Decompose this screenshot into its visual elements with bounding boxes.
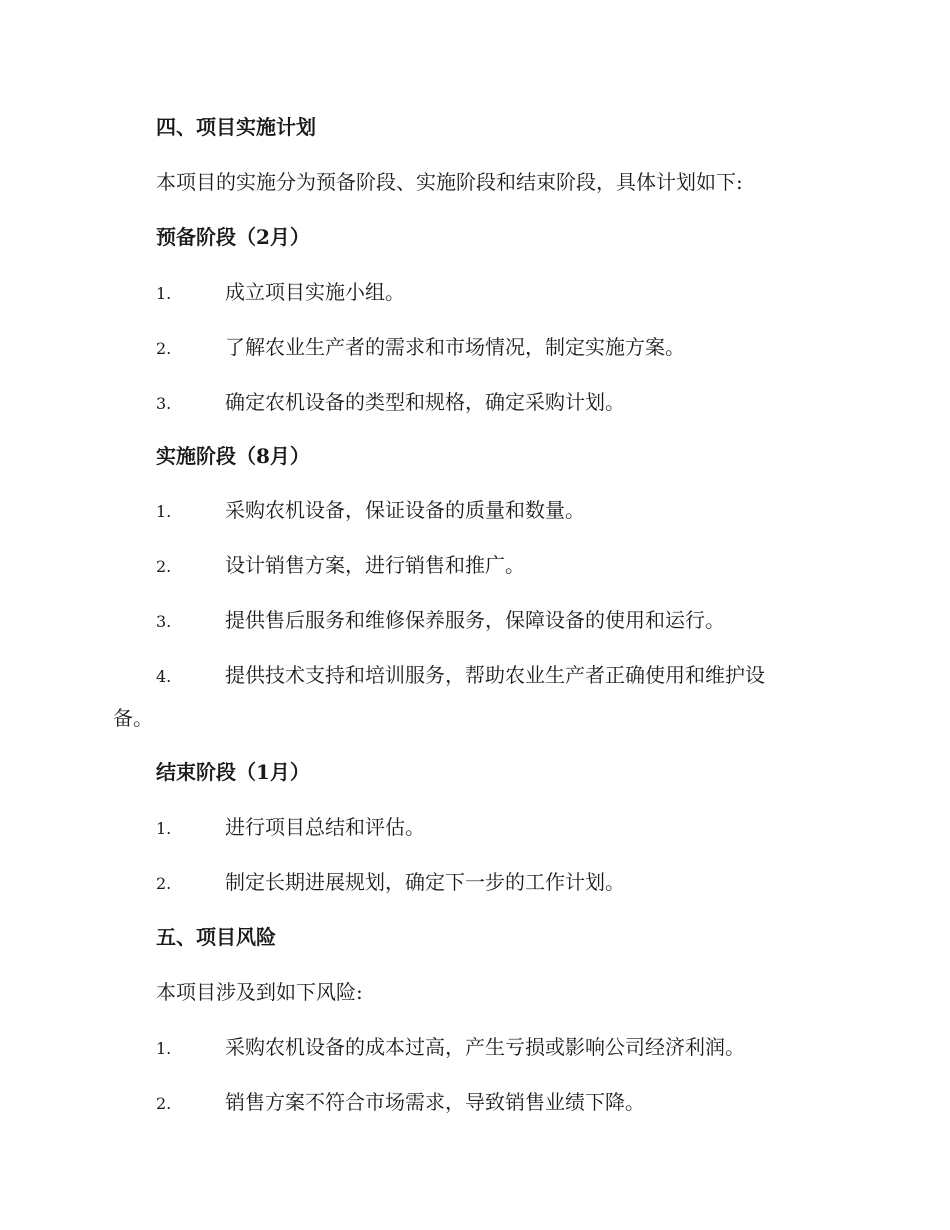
list-item-number: 1. bbox=[156, 819, 172, 838]
phase-heading-impl: 实施阶段（8月） bbox=[156, 444, 310, 468]
list-item-number: 2. bbox=[156, 339, 172, 358]
section-heading-4: 四、项目实施计划 bbox=[156, 115, 316, 139]
phase-heading-prep: 预备阶段（2月） bbox=[156, 225, 310, 249]
list-item-text: 成立项目实施小组。 bbox=[225, 280, 405, 304]
list-item-number: 2. bbox=[156, 874, 172, 893]
list-item-number: 1. bbox=[156, 502, 172, 521]
section-intro-5: 本项目涉及到如下风险: bbox=[156, 980, 363, 1004]
list-item-text-continuation: 备。 bbox=[113, 706, 153, 730]
list-item-text: 制定长期进展规划，确定下一步的工作计划。 bbox=[225, 870, 625, 894]
list-item-text: 进行项目总结和评估。 bbox=[225, 815, 425, 839]
section-intro-4: 本项目的实施分为预备阶段、实施阶段和结束阶段，具体计划如下: bbox=[156, 170, 743, 194]
phase-heading-end: 结束阶段（1月） bbox=[156, 760, 310, 784]
list-item-number: 1. bbox=[156, 284, 172, 303]
list-item-number: 4. bbox=[156, 667, 172, 686]
list-item-text: 采购农机设备，保证设备的质量和数量。 bbox=[225, 498, 585, 522]
list-item-text: 提供售后服务和维修保养服务，保障设备的使用和运行。 bbox=[225, 608, 725, 632]
list-item-number: 1. bbox=[156, 1039, 172, 1058]
list-item-number: 2. bbox=[156, 1094, 172, 1113]
list-item-text: 销售方案不符合市场需求，导致销售业绩下降。 bbox=[225, 1090, 645, 1114]
list-item-text: 提供技术支持和培训服务，帮助农业生产者正确使用和维护设 bbox=[225, 663, 765, 687]
list-item-text: 确定农机设备的类型和规格，确定采购计划。 bbox=[225, 390, 625, 414]
list-item-number: 2. bbox=[156, 557, 172, 576]
section-heading-5: 五、项目风险 bbox=[156, 925, 276, 949]
list-item-number: 3. bbox=[156, 612, 172, 631]
list-item-text: 了解农业生产者的需求和市场情况，制定实施方案。 bbox=[225, 335, 685, 359]
list-item-number: 3. bbox=[156, 394, 172, 413]
list-item-text: 采购农机设备的成本过高，产生亏损或影响公司经济利润。 bbox=[225, 1035, 745, 1059]
list-item-text: 设计销售方案，进行销售和推广。 bbox=[225, 553, 525, 577]
